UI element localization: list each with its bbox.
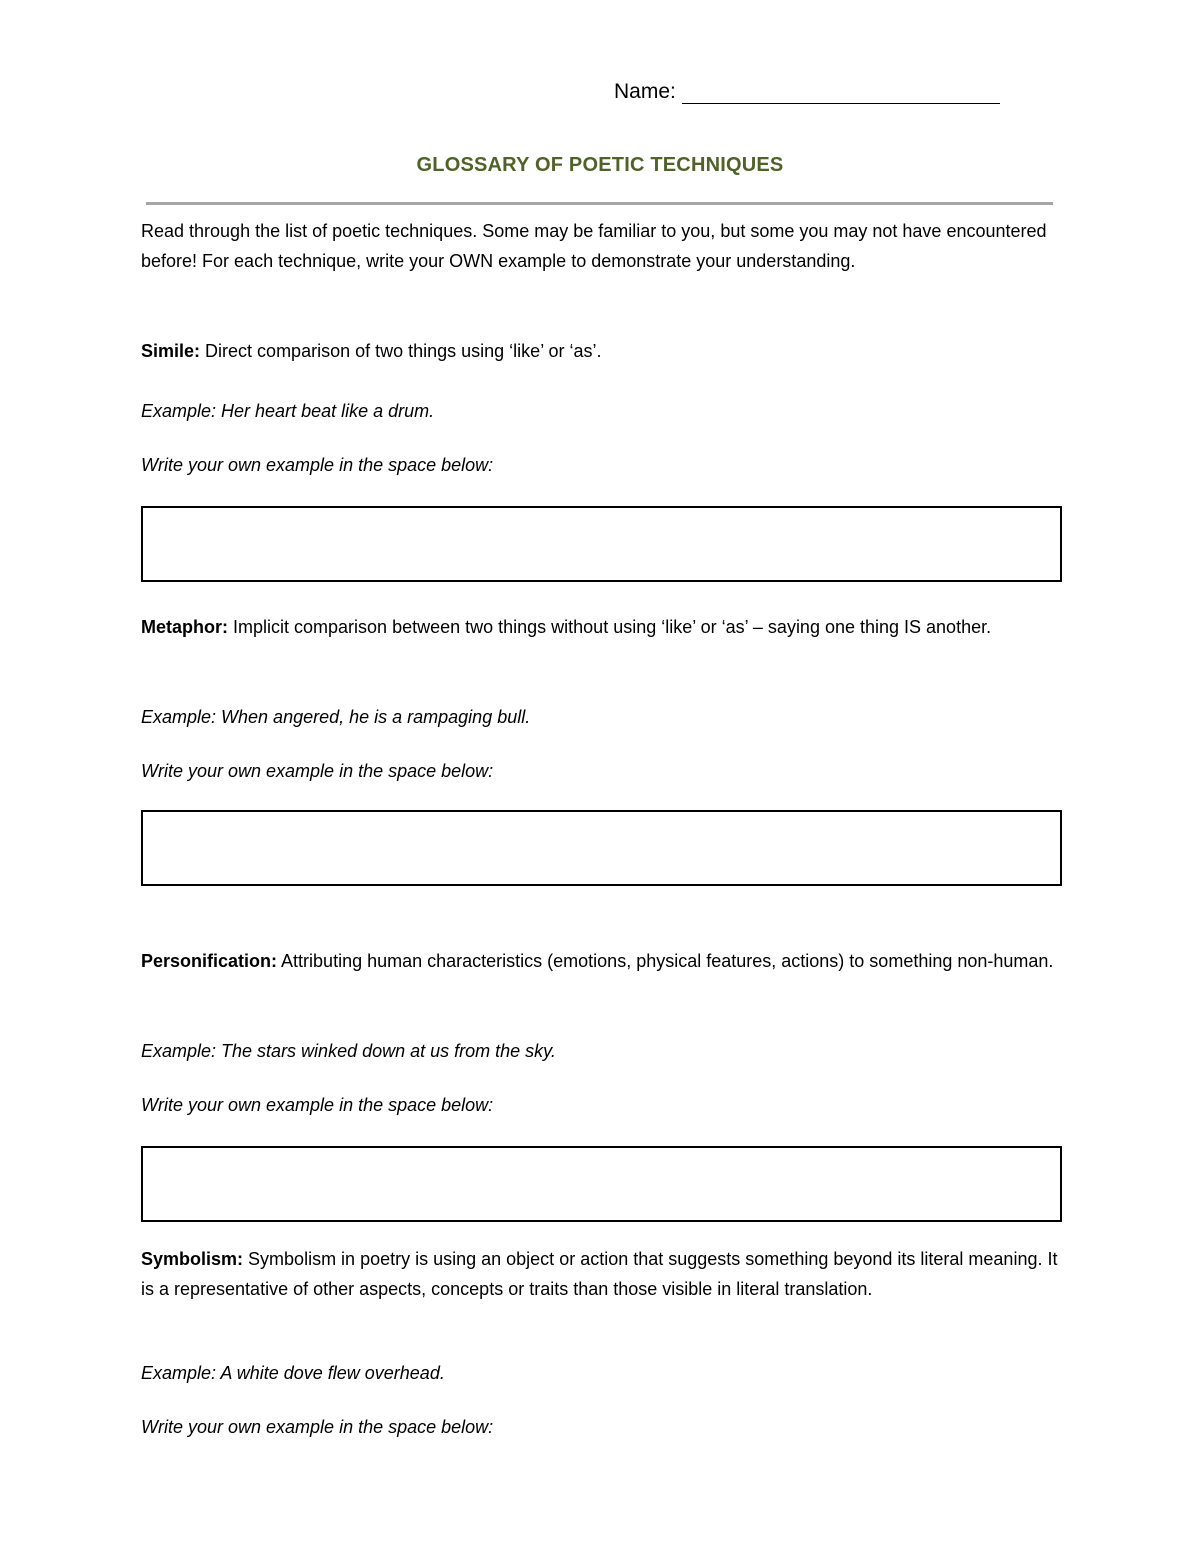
simile-term: Simile: (141, 341, 201, 361)
simile-prompt: Write your own example in the space below: (141, 455, 494, 475)
metaphor-prompt: Write your own example in the space below: (141, 761, 494, 781)
simile-definition (141, 336, 1061, 366)
name-label: Name: (614, 80, 676, 103)
symbolism-definition-text: Symbolism in poetry is using an object or action that suggests something beyond its literal meaning. It is a representative of other aspects, concepts or traits than those visible in literal translation. (141, 1249, 1058, 1299)
name-field (614, 80, 1000, 104)
simile-definition-text: Direct comparison of two things using ‘like’ or ‘as’. (205, 341, 602, 361)
symbolism-example: Example: A white dove flew overhead. (141, 1363, 445, 1383)
metaphor-example: Example: When angered, he is a rampaging bull. (141, 707, 531, 727)
personification-answer-box[interactable] (141, 1146, 1062, 1222)
personification-definition (141, 946, 1061, 976)
page-title: GLOSSARY OF POETIC TECHNIQUES (416, 154, 784, 176)
metaphor-term: Metaphor: (141, 617, 228, 637)
personification-prompt: Write your own example in the space below: (141, 1095, 494, 1115)
instructions: Read through the list of poetic techniques. Some may be familiar to you, but some you may not have encountered before! For each technique, write your OWN example to demonstrate your understanding. (141, 221, 1047, 271)
symbolism-definition (141, 1244, 1061, 1304)
personification-term: Personification: (141, 951, 278, 971)
title-divider (146, 202, 1053, 205)
simile-answer-box[interactable] (141, 506, 1062, 582)
personification-definition-text: Attributing human characteristics (emotions, physical features, actions) to something non-human. (281, 951, 1054, 971)
metaphor-definition (141, 612, 1061, 642)
symbolism-prompt: Write your own example in the space below: (141, 1417, 494, 1437)
simile-example: Example: Her heart beat like a drum. (141, 401, 435, 421)
metaphor-answer-box[interactable] (141, 810, 1062, 886)
symbolism-term: Symbolism: (141, 1249, 244, 1269)
personification-example: Example: The stars winked down at us from the sky. (141, 1041, 556, 1061)
name-blank-line[interactable] (682, 81, 1000, 104)
metaphor-definition-text: Implicit comparison between two things without using ‘like’ or ‘as’ – saying one thing IS another. (233, 617, 992, 637)
